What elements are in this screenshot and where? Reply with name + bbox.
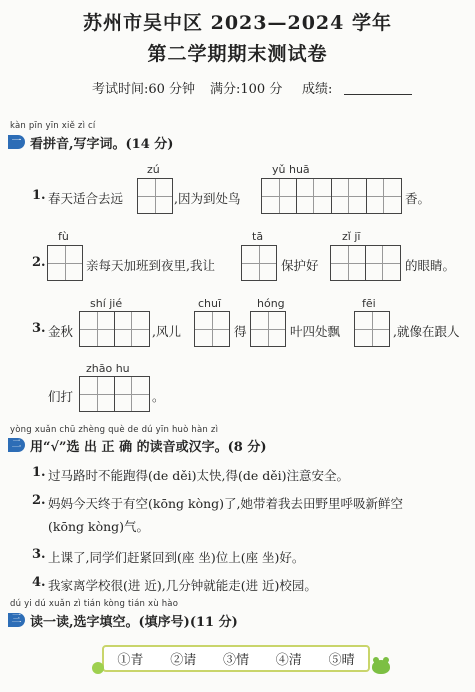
q1-text-pre: 春天适合去远 bbox=[48, 191, 124, 206]
q3-line2-post: 。 bbox=[152, 389, 165, 404]
page-title: 苏州市吴中区 2023—2024 学年 bbox=[83, 12, 392, 34]
q3-text-4: ,就像在跟人 bbox=[393, 324, 460, 339]
q2-pinyin-3: zǐ jī bbox=[342, 230, 361, 243]
q1-text-mid: ,因为到处鸟 bbox=[174, 191, 241, 206]
score-label: 成绩: bbox=[302, 82, 333, 97]
q1-number: 1. bbox=[32, 188, 46, 203]
option-1: ①青 bbox=[117, 653, 144, 668]
q3-pinyin-5: zhāo hu bbox=[86, 362, 130, 375]
q2-box-1[interactable] bbox=[47, 245, 83, 281]
option-5: ⑤晴 bbox=[328, 653, 355, 668]
option-3: ③情 bbox=[222, 653, 249, 668]
s2-item4-text: 我家离学校很(进 近),几分钟就能走(进 近)校园。 bbox=[48, 578, 317, 593]
section1-pinyin: kàn pīn yīn xiě zì cí bbox=[10, 121, 96, 131]
s2-item3-text: 上课了,同学们赶紧回到(座 坐)位上(座 坐)好。 bbox=[48, 550, 305, 565]
q3-pinyin-2: chuī bbox=[198, 297, 222, 310]
option-bar bbox=[102, 645, 370, 672]
q2-text-2: 保护好 bbox=[281, 258, 319, 273]
s2-item2-text-cont: (kōng kòng)气。 bbox=[48, 519, 150, 534]
q1-box-1[interactable] bbox=[137, 178, 173, 214]
q3-text-3: 叶四处飘 bbox=[290, 324, 341, 339]
section1-title: 看拼音,写字词。(14 分) bbox=[30, 137, 174, 152]
q2-pinyin-1: fù bbox=[58, 230, 69, 243]
q2-number: 2. bbox=[32, 255, 46, 270]
q3-box-1[interactable] bbox=[79, 311, 150, 347]
page-subtitle: 第二学期期末测试卷 bbox=[147, 43, 328, 65]
q2-box-3[interactable] bbox=[330, 245, 401, 281]
section3-badge: 三 bbox=[8, 613, 25, 627]
q3-text-2: 得 bbox=[234, 324, 247, 339]
bug-icon bbox=[92, 662, 104, 674]
s2-item1-text: 过马路时不能跑得(de děi)太快,得(de děi)注意安全。 bbox=[48, 468, 350, 483]
s2-item4-number: 4. bbox=[32, 575, 46, 590]
option-2: ②请 bbox=[170, 653, 197, 668]
q3-pinyin-3: hóng bbox=[257, 297, 285, 310]
q1-text-post: 香。 bbox=[405, 191, 431, 206]
q3-line2-pre: 们打 bbox=[48, 389, 74, 404]
section3-title: 读一读,选字填空。(填序号)(11 分) bbox=[30, 615, 238, 630]
s2-item2-text: 妈妈今天终于有空(kōng kòng)了,她带着我去田野里呼吸新鲜空 bbox=[48, 496, 404, 511]
section2-pinyin: yòng xuǎn chū zhèng què de dú yīn huò hàn zì bbox=[10, 425, 219, 435]
frog-icon bbox=[372, 660, 390, 674]
q3-text-1: ,风儿 bbox=[152, 324, 181, 339]
q3-box-5[interactable] bbox=[79, 376, 150, 412]
q3-pinyin-4: fēi bbox=[362, 297, 376, 310]
s2-item2-number: 2. bbox=[32, 493, 46, 508]
q1-pinyin-1: zú bbox=[147, 163, 160, 176]
q1-pinyin-2: yǔ huā bbox=[272, 163, 310, 176]
q3-box-2[interactable] bbox=[194, 311, 230, 347]
q1-box-2[interactable] bbox=[261, 178, 402, 214]
s2-item1-number: 1. bbox=[32, 465, 46, 480]
full-score: 满分:100 分 bbox=[210, 82, 283, 97]
q2-text-1: 亲每天加班到夜里,我让 bbox=[86, 258, 215, 273]
option-4: ④清 bbox=[275, 653, 302, 668]
section1-badge: 一 bbox=[8, 135, 25, 149]
section3-pinyin: dú yi dú xuǎn zì tián kòng tián xù hào bbox=[10, 599, 179, 609]
exam-time: 考试时间:60 分钟 bbox=[92, 82, 196, 97]
s2-item3-number: 3. bbox=[32, 547, 46, 562]
q3-box-3[interactable] bbox=[250, 311, 286, 347]
q2-box-2[interactable] bbox=[241, 245, 277, 281]
q3-box-4[interactable] bbox=[354, 311, 390, 347]
section2-title: 用“√”选 出 正 确 的读音或汉字。(8 分) bbox=[30, 440, 267, 455]
section2-badge: 二 bbox=[8, 438, 25, 452]
q3-text-pre: 金秋 bbox=[48, 324, 74, 339]
q2-text-3: 的眼睛。 bbox=[405, 258, 456, 273]
q3-number: 3. bbox=[32, 321, 46, 336]
score-blank[interactable] bbox=[344, 94, 412, 95]
q3-pinyin-1: shí jié bbox=[90, 297, 123, 310]
q2-pinyin-2: tā bbox=[252, 230, 264, 243]
